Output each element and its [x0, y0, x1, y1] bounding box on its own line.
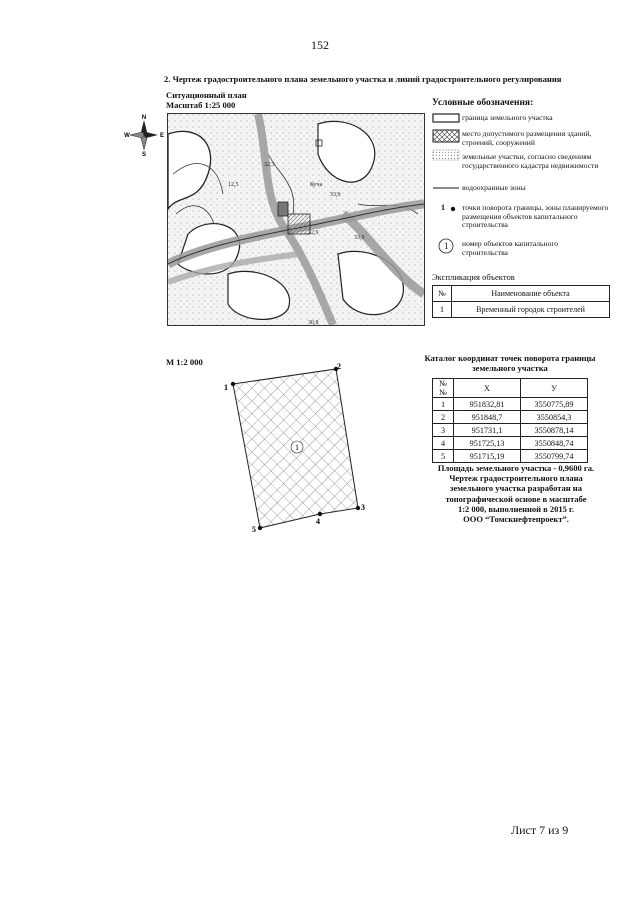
map-label-elevation-5: 33,9 [330, 192, 341, 198]
area-note: Площадь земельного участка - 0,9600 га. [437, 463, 595, 473]
catalog-cell-y: 3550878,14 [521, 424, 588, 437]
compass-s: S [141, 152, 147, 156]
map-label-elevation-6: 30,8 [308, 320, 319, 325]
compass-e: E [159, 133, 164, 139]
plot-scale: М 1:2 000 [166, 357, 203, 367]
legend-turn-point-symbol [451, 207, 455, 211]
catalog-header-x: X [454, 379, 521, 398]
catalog-cell-y: 3550848,74 [521, 437, 588, 450]
catalog-cell-number: 1 [433, 398, 454, 411]
catalog-cell-number: 2 [433, 411, 454, 424]
table-row [433, 411, 588, 424]
turn-point-5-label: 5 [252, 525, 256, 534]
catalog-cell-x: 951715,19 [454, 450, 521, 463]
table-row [433, 437, 588, 450]
legend-item-boundary: граница земельного участка [462, 113, 553, 122]
turn-point-3-marker [356, 506, 360, 510]
turn-point-4-label: 4 [316, 517, 320, 526]
situation-plan-scale: Масштаб 1:25 000 [166, 100, 236, 110]
turn-point-1-marker [231, 382, 235, 386]
table-row [433, 302, 610, 318]
catalog-title: Каталог координат точек поворота границы земельного участка [424, 353, 596, 373]
turn-point-5-marker [258, 526, 262, 530]
catalog-cell-y: 3550854,3 [521, 411, 588, 424]
catalog-header-y: У [521, 379, 588, 398]
plot-notes [418, 463, 614, 524]
turn-point-4-marker [318, 512, 322, 516]
note-line: Чертеж градостроительного плана [449, 473, 583, 484]
catalog-cell-y: 3550799,74 [521, 450, 588, 463]
explication-cell-name: Временный городок строителей [452, 302, 610, 318]
map-label-elevation-1: 32,3 [264, 162, 275, 168]
compass-rose-icon [124, 114, 164, 156]
table-row [433, 398, 588, 411]
explication-header-name: Наименование объекта [452, 286, 610, 302]
legend-item-cadastre: земельные участки, согласно сведениям государственного кадастра недвижимости [462, 152, 599, 170]
table-row [433, 424, 588, 437]
plot-object-label: 1 [295, 443, 299, 452]
legend-item-waterzone: водоохранные зоны [462, 183, 526, 192]
legend-boundary-symbol [433, 114, 459, 122]
explication-table [432, 285, 610, 318]
situation-map [167, 113, 425, 326]
catalog-header-number: №№ [433, 379, 454, 398]
sheet-label: Лист 7 из 9 [511, 823, 569, 837]
plot-drawing [220, 356, 380, 536]
catalog-cell-y: 3550775,89 [521, 398, 588, 411]
map-label-elevation-4: 33,0 [354, 235, 365, 241]
drawing-heading: 2. Чертеж градостроительного плана земельного участка и линий градостроительного регулирования [164, 74, 562, 84]
catalog-cell-x: 951725,13 [454, 437, 521, 450]
catalog-cell-x: 951848,7 [454, 411, 521, 424]
legend-item-placement: место допустимого размещения зданий, строений, сооружений [462, 129, 592, 147]
explication-header-row [433, 286, 610, 302]
legend-cadastre-symbol [433, 150, 459, 160]
catalog-cell-number: 4 [433, 437, 454, 450]
note-line: земельного участка разработан на [450, 483, 582, 494]
legend-symbols [432, 112, 460, 254]
note-line: 1:2 000, выполненной в 2015 г. [457, 503, 575, 514]
legend-marker-object-number: 1 [444, 241, 449, 251]
map-label-elevation-3: 32,9 [308, 230, 319, 236]
turn-point-1-label: 1 [224, 383, 228, 392]
explication-title: Экспликация объектов [432, 272, 515, 282]
legend-item-turn-points: точки поворота границы, зоны планируемого размещения объектов капитального строительства [462, 203, 609, 230]
table-row [433, 450, 588, 463]
situation-plan-title [166, 90, 247, 110]
catalog-cell-x: 951731,1 [454, 424, 521, 437]
legend-item-object-number: номер объектов капитального строительства [462, 239, 559, 257]
legend-marker-turn-point: 1 [441, 203, 445, 212]
compass-n: N [141, 115, 147, 121]
turn-point-3-label: 3 [361, 503, 365, 512]
situation-plan-name: Ситуационный план [166, 90, 247, 100]
catalog-cell-number: 3 [433, 424, 454, 437]
map-label-place: Куча [310, 182, 323, 188]
map-label-elevation-2: 12,5 [228, 182, 239, 188]
situation-map-drawing [168, 114, 424, 325]
page-number: 152 [311, 38, 329, 52]
note-line: ООО “Томскнефтепроект”. [463, 514, 569, 525]
catalog-table [432, 378, 588, 463]
explication-header-number: № [433, 286, 452, 302]
turn-point-2-label: 2 [337, 362, 341, 371]
note-line: топографической основе в масштабе [445, 493, 587, 504]
catalog-header-row [433, 379, 588, 398]
catalog-cell-x: 951832,81 [454, 398, 521, 411]
explication-cell-number: 1 [433, 302, 452, 318]
legend-title: Условные обозначения: [432, 98, 534, 108]
catalog-cell-number: 5 [433, 450, 454, 463]
compass-w: W [124, 133, 130, 139]
legend-placement-symbol [433, 130, 459, 142]
